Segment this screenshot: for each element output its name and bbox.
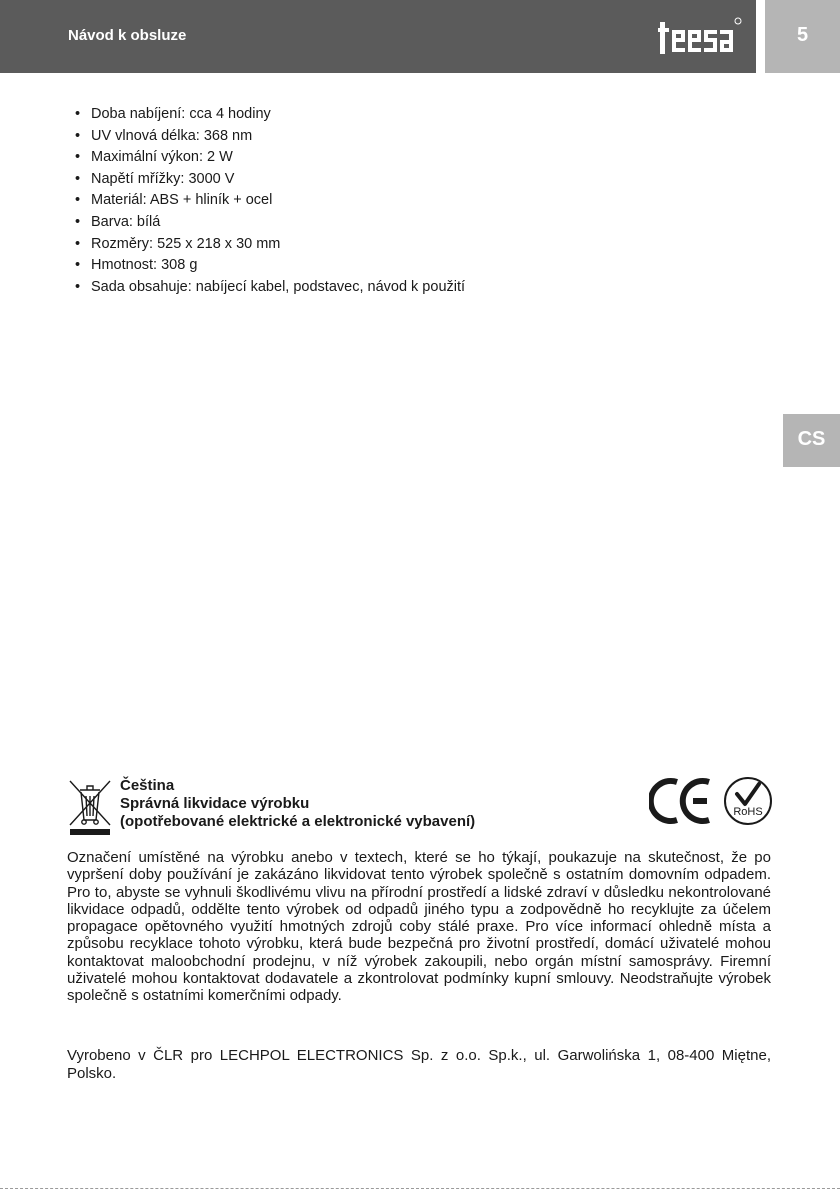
specs-list xyxy=(75,104,465,298)
spec-item: • Napětí mřížky: 3000 V xyxy=(75,169,465,191)
spec-item: • Doba nabíjení: cca 4 hodiny xyxy=(75,104,465,126)
spec-item: • UV vlnová délka: 368 nm xyxy=(75,126,465,148)
spec-item: • Barva: bílá xyxy=(75,212,465,234)
manufacturer-info: Vyrobeno v ČLR pro LECHPOL ELECTRONICS Sp. z o.o. Sp.k., ul. Garwolińska 1, 08-400 Miętne, Polsko. xyxy=(67,1047,771,1082)
rohs-label: RoHS xyxy=(733,806,763,818)
language-tab xyxy=(783,414,840,467)
disposal-language: Čeština xyxy=(120,777,175,794)
ce-mark-icon xyxy=(649,776,717,826)
page-number: 5 xyxy=(796,24,809,46)
page-number-box xyxy=(765,0,840,73)
spec-item: • Sada obsahuje: nabíjecí kabel, podstavec, návod k použití xyxy=(75,277,465,299)
disposal-subtitle: (opotřebované elektrické a elektronické vybavení) xyxy=(120,813,476,830)
header-title: Návod k obsluze xyxy=(68,27,187,44)
bottom-rule xyxy=(0,1188,840,1189)
spec-item: • Materiál: ABS + hliník + ocel xyxy=(75,190,465,212)
spec-item: • Rozměry: 525 x 218 x 30 mm xyxy=(75,234,465,256)
teesa-logo xyxy=(658,14,742,58)
rohs-check-icon xyxy=(723,776,773,826)
disposal-heading xyxy=(120,777,475,831)
language-tab-label: CS xyxy=(797,428,826,450)
spec-item: • Maximální výkon: 2 W xyxy=(75,147,465,169)
header-bar xyxy=(0,0,756,73)
disposal-body: Označení umístěné na výrobku anebo v textech, které se ho týkají, poukazuje na skutečnost, že po vypršení doby používání je zakázáno likvidovat tento výrobek společně s ostatním domovním odpadem. Pro to, abyste se vyhnuli škodlivému vlivu na přírodní prostředí a lidské zdraví v důsledku nekontrolované likvidace odpadů, oddělte tento výrobek od odpadů jiného typu a zodpovědně ho recyklujte za účelem propagace opětovného využití hmotných zdrojů coby stálé praxe. Pro více informací ohledně místa a způsobu recyklace tohoto výrobku, která bude bezpečná pro životní prostředí, domácí uživatelé mohou kontaktovat maloobchodní prodejnu, v níž výrobek zakoupili, nebo orgán místní samosprávy. Firemní uživatelé mohou kontaktovat dodavatele a zkontrolovat podmínky kupní smlouvy. Neodstraňujte výrobek společně s ostatními komerčními odpady. xyxy=(67,849,771,1005)
disposal-title: Správná likvidace výrobku xyxy=(120,795,310,812)
spec-item: • Hmotnost: 308 g xyxy=(75,255,465,277)
weee-crossed-bin-icon xyxy=(67,778,113,838)
